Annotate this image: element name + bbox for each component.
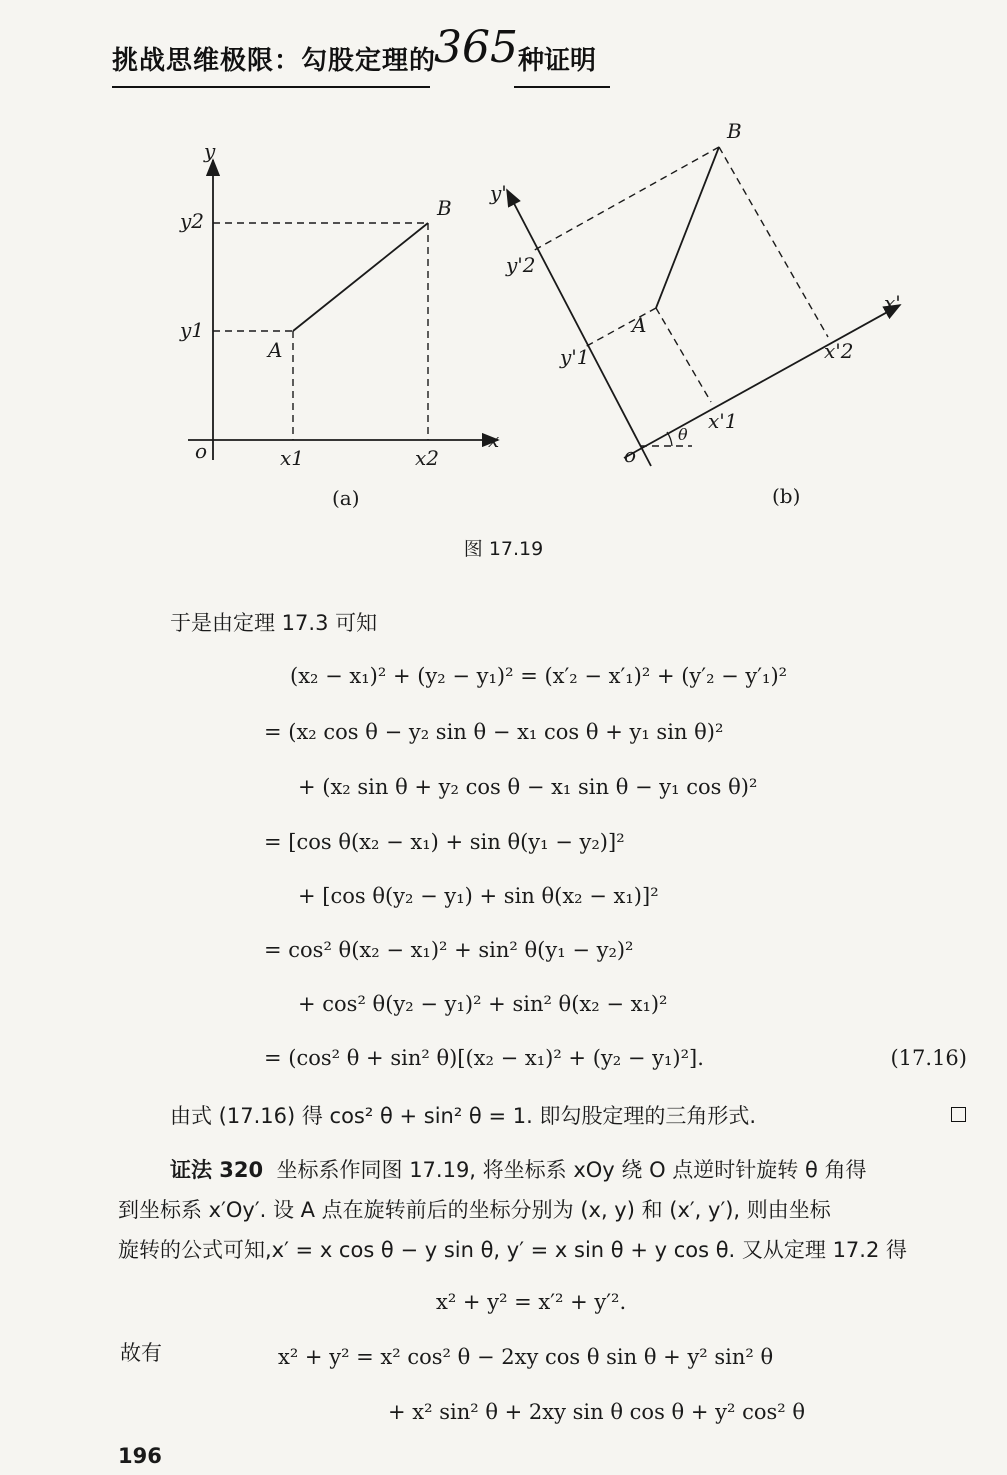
panel-b-label-origin: o (624, 443, 637, 467)
conclusion-text: 由式 (17.16) 得 cos² θ + sin² θ = 1. 即勾股定理的三角形式. (170, 1104, 757, 1128)
panel-a-label-x: x (488, 428, 500, 452)
header-number: 365 (434, 22, 518, 73)
proof-paragraph-line-2: 到坐标系 x′Oy′. 设 A 点在旋转前后的坐标分别为 (x, y) 和 (x′, y′), 则由坐标 (118, 1198, 831, 1222)
equation-line-6: = cos² θ(x₂ − x₁)² + sin² θ(y₁ − y₂)² (264, 938, 634, 962)
panel-b-caption: (b) (772, 484, 801, 508)
equation-line-2: = (x₂ cos θ − y₂ sin θ − x₁ cos θ + y₁ sin θ)² (264, 720, 724, 744)
equation-line-1: (x₂ − x₁)² + (y₂ − y₁)² = (x′₂ − x′₁)² + (y′₂ − y′₁)² (290, 664, 788, 688)
panel-a-dashed-guides (213, 223, 428, 440)
panel-b-label-x1: x'1 (708, 409, 738, 433)
equation-expansion-line-1: x² + y² = x² cos² θ − 2xy cos θ sin θ + y² sin² θ (278, 1345, 774, 1369)
proof-text-1: 坐标系作同图 17.19, 将坐标系 xOy 绕 O 点逆时针旋转 θ 角得 (276, 1158, 867, 1182)
panel-a-label-y: y (204, 139, 216, 163)
panel-b-theta-arc (667, 432, 672, 446)
panel-b-label-y: y' (490, 181, 507, 205)
intro-text: 于是由定理 17.3 可知 (170, 611, 378, 635)
header-title-suffix: 种证明 (518, 46, 597, 76)
equation-expansion-line-2: + x² sin² θ + 2xy sin θ cos θ + y² cos² θ (388, 1400, 805, 1424)
panel-b-label-y2: y'2 (506, 253, 536, 277)
panel-a-caption: (a) (332, 486, 360, 510)
panel-a-label-origin: o (195, 439, 208, 463)
equation-line-3: + (x₂ sin θ + y₂ cos θ − x₁ sin θ − y₁ cos θ)² (298, 775, 758, 799)
panel-b-label-point-a: A (632, 313, 647, 337)
equation-line-4: = [cos θ(x₂ − x₁) + sin θ(y₁ − y₂)]² (264, 830, 625, 854)
equation-pythagoras-rotated: x² + y² = x′² + y′². (436, 1290, 627, 1314)
panel-b-segment-ab (656, 147, 719, 308)
panel-b-label-point-b: B (727, 119, 742, 143)
panel-b-label-y1: y'1 (560, 345, 590, 369)
figure-caption: 图 17.19 (463, 538, 544, 560)
proof-paragraph-line-1 (170, 1154, 866, 1184)
equation-line-8: = (cos² θ + sin² θ)[(x₂ − x₁)² + (y₂ − y₁)²]. (264, 1046, 704, 1070)
panel-a-segment-ab (293, 223, 428, 331)
proof-paragraph-line-3: 旋转的公式可知,x′ = x cos θ − y sin θ, y′ = x sin θ + y cos θ. 又从定理 17.2 得 (118, 1238, 908, 1262)
panel-a-label-y2: y2 (180, 209, 205, 233)
qed-box (951, 1107, 966, 1122)
panel-a-label-point-a: A (268, 338, 283, 362)
header-title: 挑战思维极限：勾股定理的 (112, 46, 437, 76)
figure-17-19 (0, 0, 1007, 530)
panel-b-label-x2: x'2 (824, 339, 854, 363)
panel-a (179, 139, 499, 510)
panel-b-y-axis (507, 190, 651, 466)
panel-b (489, 119, 901, 508)
page-number: 196 (118, 1444, 162, 1468)
therefore-text: 故有 (120, 1341, 162, 1365)
panel-b-dashed-guides (531, 147, 828, 446)
panel-a-label-x2: x2 (415, 446, 440, 470)
equation-line-7: + cos² θ(y₂ − y₁)² + sin² θ(x₂ − x₁)² (298, 992, 668, 1016)
panel-a-label-x1: x1 (280, 446, 305, 470)
panel-b-label-x: x' (884, 291, 901, 315)
proof-label: 证法 320 (170, 1158, 264, 1182)
equation-number: (17.16) (890, 1046, 967, 1070)
panel-b-label-theta: θ (678, 425, 688, 444)
panel-a-label-point-b: B (437, 196, 452, 220)
equation-line-5: + [cos θ(y₂ − y₁) + sin θ(x₂ − x₁)]² (298, 884, 659, 908)
panel-b-x-axis (624, 305, 900, 458)
panel-a-label-y1: y1 (180, 318, 205, 342)
